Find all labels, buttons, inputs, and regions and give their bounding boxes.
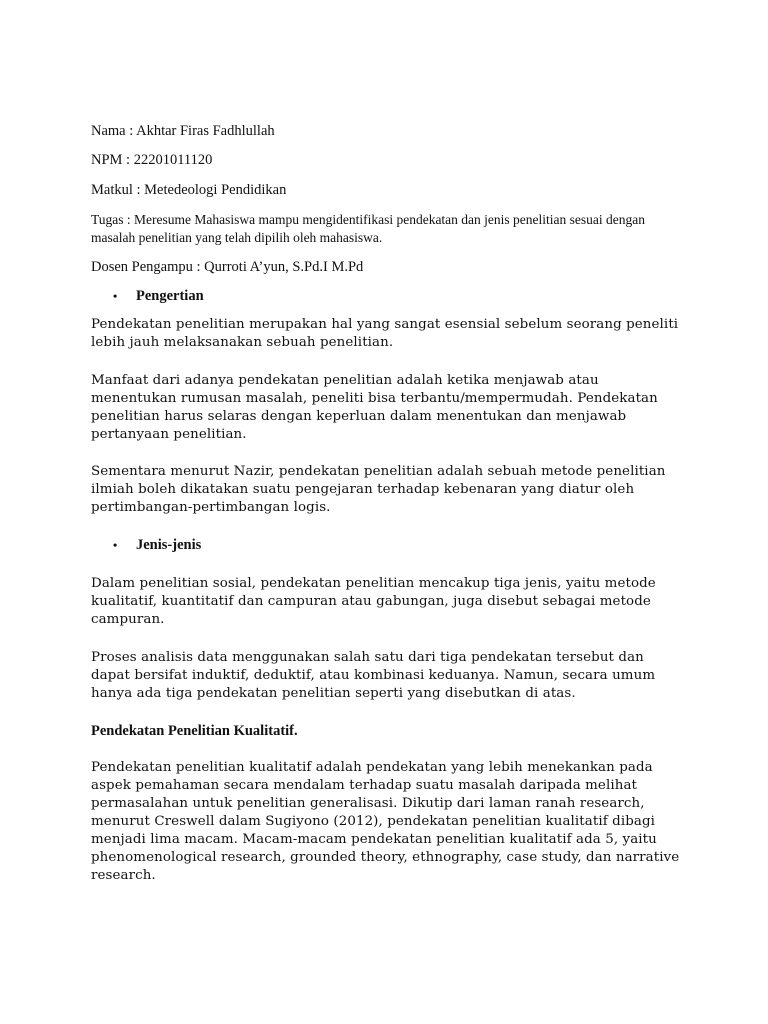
paragraph: Sementara menurut Nazir, pendekatan penelitian adalah sebuah metode penelitian ilmiah boleh dikatakan suatu pengejaran terhadap kebenaran yang diatur oleh pertimbangan-pertimbangan logis. [91, 464, 666, 515]
lecturer-name: Dosen Pengampu : Qurroti A’yun, S.Pd.I M.Pd [91, 259, 364, 275]
bullet-icon: • [113, 538, 118, 552]
document-body [91, 122, 686, 885]
paragraph: Dalam penelitian sosial, pendekatan penelitian mencakup tiga jenis, yaitu metode kualitatif, kuantitatif dan campuran atau gabungan, juga disebut sebagai metode campuran. [91, 576, 656, 627]
bullet-icon: • [113, 289, 118, 303]
paragraph: Manfaat dari adanya pendekatan penelitian adalah ketika menjawab atau menentukan rumusan masalah, peneliti bisa terbantu/mempermudah. Pendekatan penelitian harus selaras dengan keperluan dalam menentukan dan menjawab pertanyaan penelitian. [91, 373, 658, 442]
paragraph: Pendekatan penelitian merupakan hal yang sangat esensial sebelum seorang peneliti lebih jauh melaksanakan sebuah penelitian. [91, 317, 679, 350]
paragraph: Proses analisis data menggunakan salah satu dari tiga pendekatan tersebut dan dapat bersifat induktif, deduktif, atau kombinasi keduanya. Namun, secara umum hanya ada tiga pendekatan penelitian seperti yang disebutkan di atas. [91, 650, 656, 701]
section-heading-jenis [91, 536, 686, 554]
paragraph: Pendekatan penelitian kualitatif adalah pendekatan yang lebih menekankan pada aspek pemahaman secara mendalam terhadap suatu masalah daripada melihat permasalahan untuk penelitian generalisasi. Dikutip dari laman ranah research, menurut Creswell dalam Sugiyono (2012), pendekatan penelitian kualitatif dibagi menjadi lima macam. Macam-macam pendekatan penelitian kualitatif ada 5, yaitu phenomenological research, grounded theory, ethnography, case study, dan narrative research. [91, 760, 680, 883]
student-npm: NPM : 22201011120 [91, 152, 213, 168]
section-heading-text: Jenis-jenis [136, 537, 202, 553]
section-heading-pengertian [91, 287, 686, 305]
course-name: Matkul : Metedeologi Pendidikan [91, 182, 287, 198]
section-heading-text: Pengertian [136, 288, 204, 304]
assignment-description: Tugas : Meresume Mahasiswa mampu mengidentifikasi pendekatan dan jenis penelitian sesuai dengan masalah penelitian yang telah dipilih oleh mahasiswa. [91, 212, 645, 245]
section-heading-kualitatif: Pendekatan Penelitian Kualitatif. [91, 723, 298, 739]
student-name: Nama : Akhtar Firas Fadhlullah [91, 123, 275, 139]
